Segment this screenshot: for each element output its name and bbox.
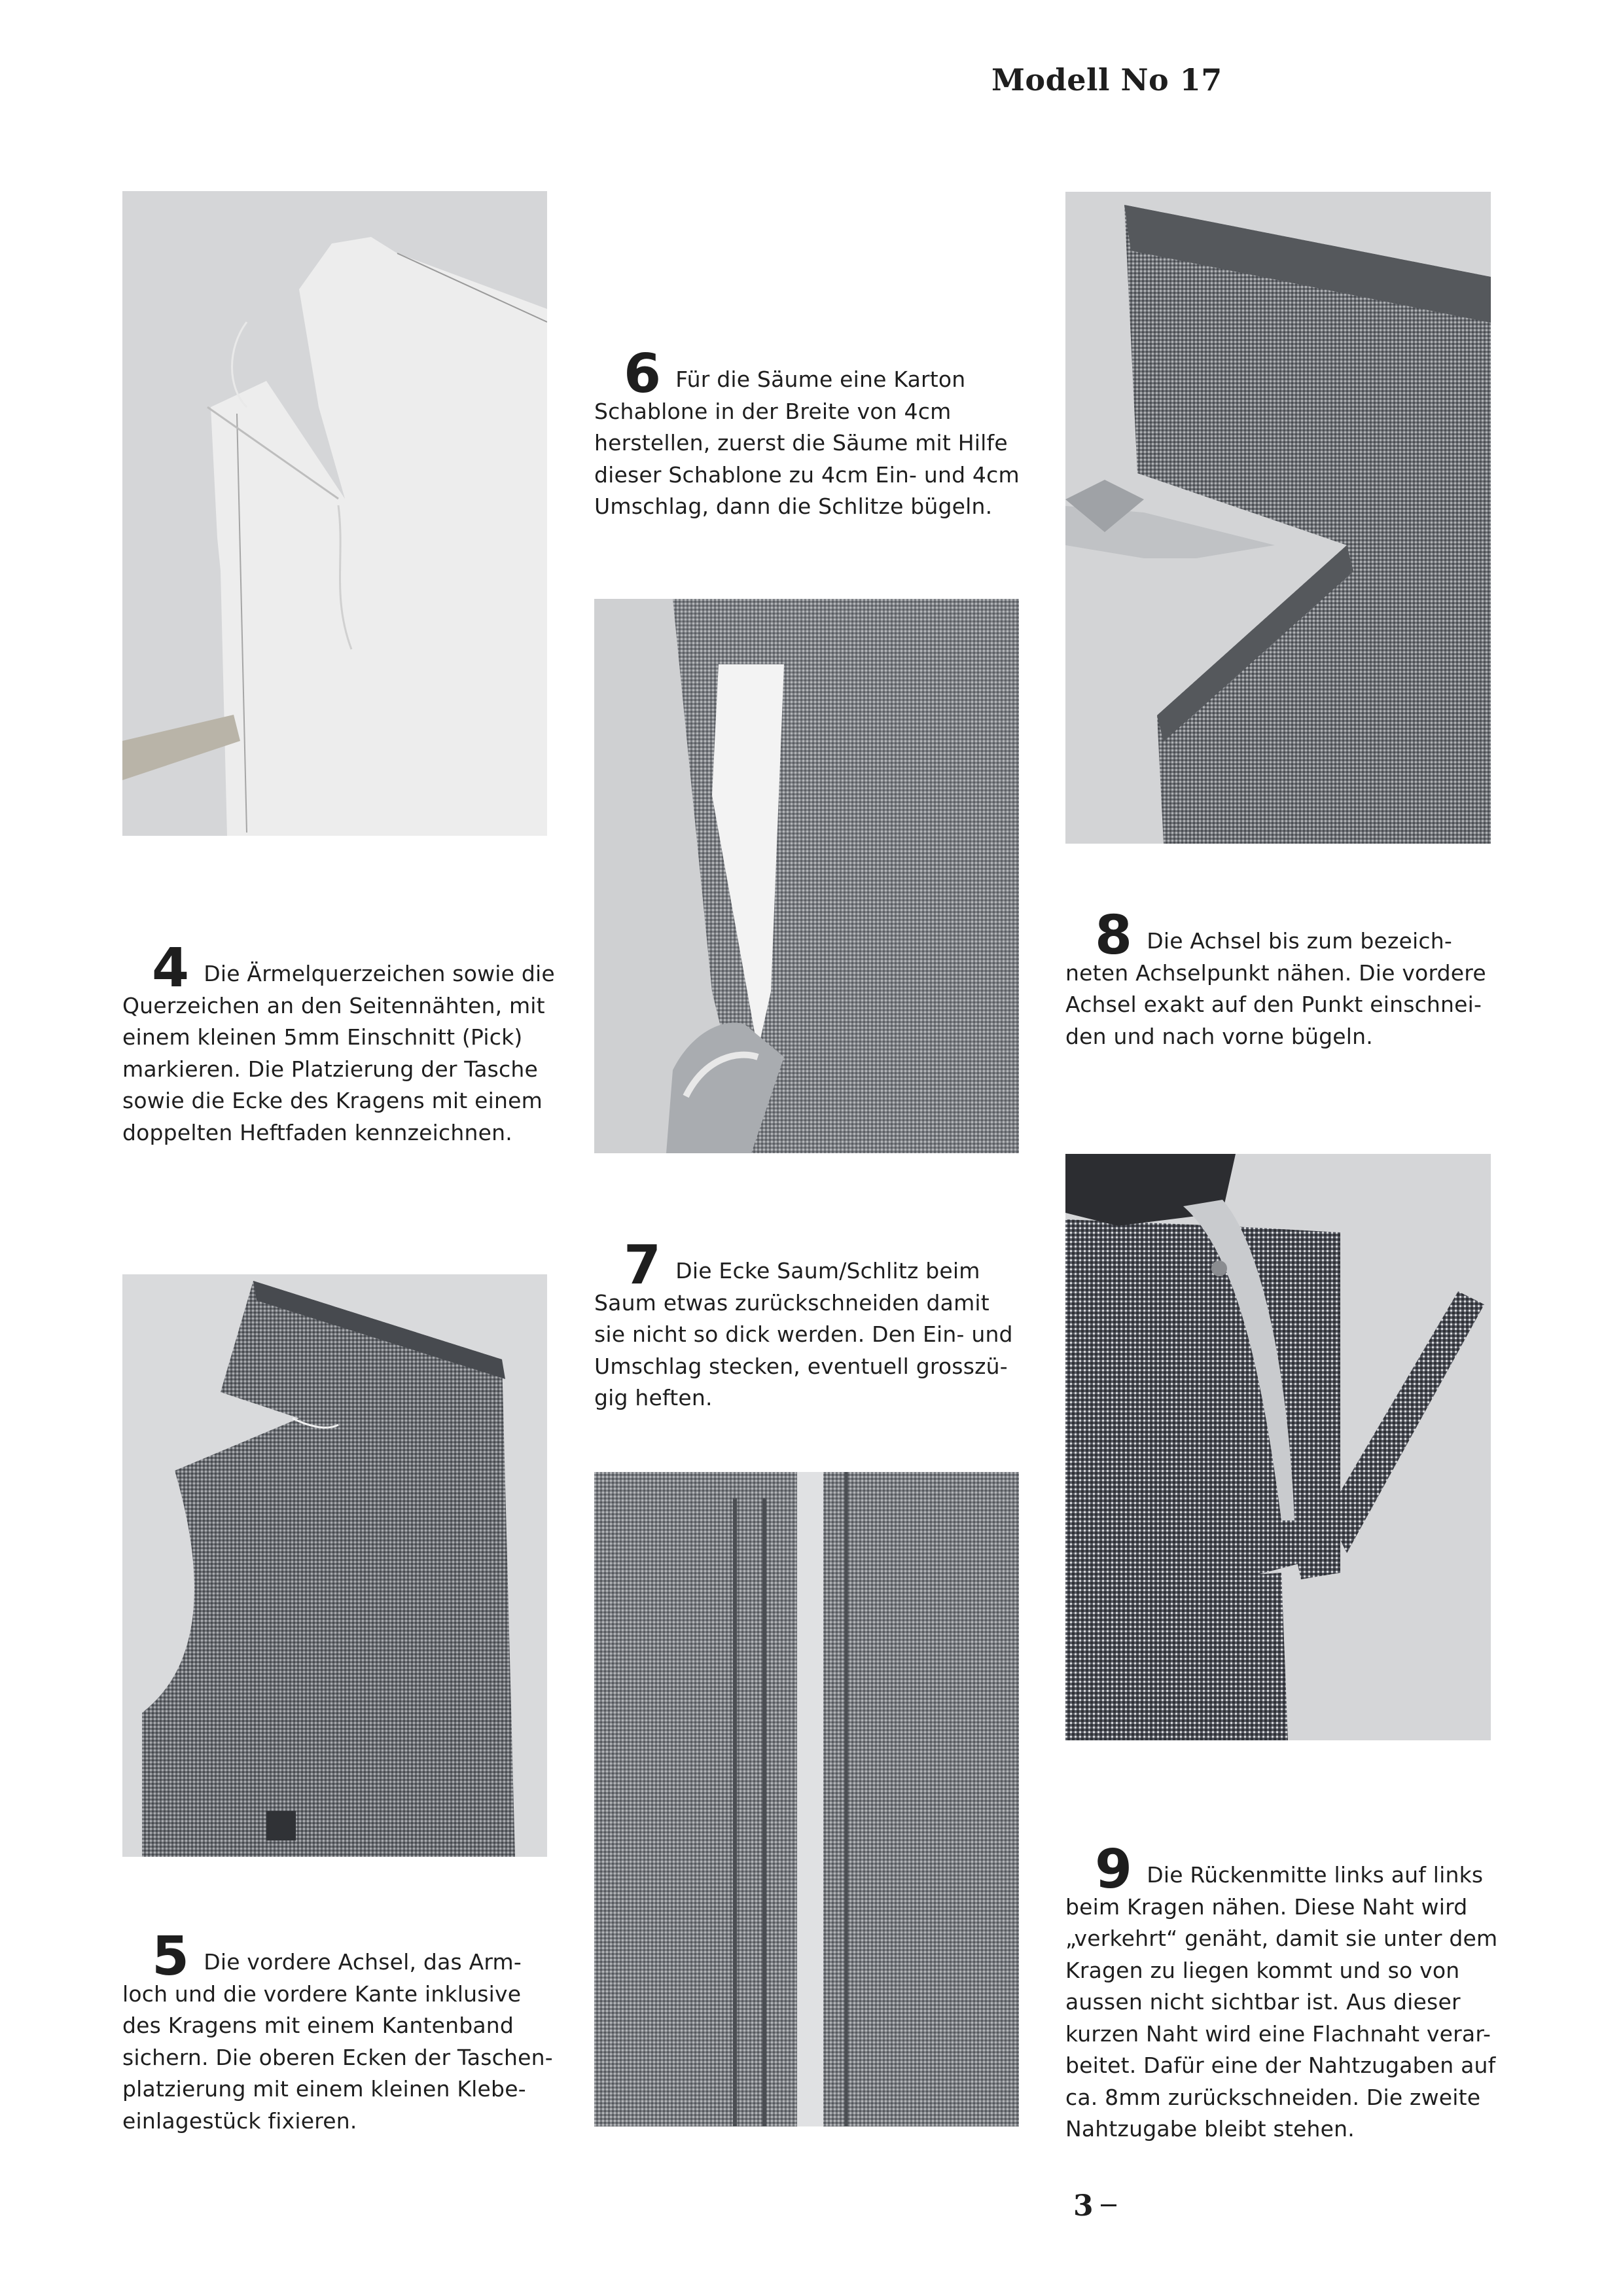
photo-paper-pattern xyxy=(122,191,547,836)
step-6 xyxy=(594,343,1039,523)
step-text-line: Achsel exakt auf den Punkt einschnei- xyxy=(1065,992,1482,1017)
step-text-line: platzierung mit einem kleinen Klebe- xyxy=(122,2076,526,2102)
step-text-line: den und nach vorne bügeln. xyxy=(1065,1023,1373,1049)
step-text-line: Kragen zu liegen kommt und so von xyxy=(1065,1957,1460,1983)
photo-cutting-shoulder xyxy=(1065,192,1491,844)
step-text-line: einem kleinen 5mm Einschnitt (Pick) xyxy=(122,1024,523,1050)
step-7 xyxy=(594,1234,1039,1414)
step-text-line: dieser Schablone zu 4cm Ein- und 4cm xyxy=(594,461,1020,488)
step-text-line: Für die Säume eine Karton xyxy=(675,367,966,392)
step-number: 8 xyxy=(1095,905,1133,967)
step-text-line: sowie die Ecke des Kragens mit einem xyxy=(122,1088,543,1113)
step-text-line: Nahtzugabe bleibt stehen. xyxy=(1065,2116,1355,2142)
page-number: 3 xyxy=(1073,2189,1094,2223)
page-title: Modell No 17 xyxy=(991,62,1222,98)
step-text-line: markieren. Die Platzierung der Tasche xyxy=(122,1056,538,1082)
step-text-line: einlagestück fixieren. xyxy=(122,2108,357,2134)
step-5 xyxy=(122,1926,567,2137)
step-number: 5 xyxy=(152,1926,190,1988)
step-text-line: neten Achselpunkt nähen. Die vordere xyxy=(1065,960,1486,986)
step-number: 9 xyxy=(1095,1839,1133,1901)
step-text-line: des Kragens mit einem Kantenband xyxy=(122,2013,514,2038)
step-text-line: Umschlag stecken, eventuell grosszü- xyxy=(594,1353,1008,1379)
step-number: 6 xyxy=(624,343,662,405)
step-text-line: gig heften. xyxy=(594,1385,713,1410)
step-text-line: kurzen Naht wird eine Flachnaht verar- xyxy=(1065,2020,1491,2047)
step-text-line: herstellen, zuerst die Säume mit Hilfe xyxy=(594,430,1008,456)
page-number-dash xyxy=(1101,2204,1116,2206)
step-8 xyxy=(1065,905,1524,1052)
step-text-line: „verkehrt“ genäht, damit sie unter dem xyxy=(1065,1926,1498,1951)
step-text-line: Die Rückenmitte links auf links xyxy=(1147,1862,1484,1888)
step-text-line: Umschlag, dann die Schlitze bügeln. xyxy=(594,493,993,519)
step-text-line: ca. 8mm zurückschneiden. Die zweite xyxy=(1065,2084,1481,2110)
photo-ironing-hem xyxy=(594,599,1019,1153)
step-text-line: Saum etwas zurückschneiden damit xyxy=(594,1289,990,1316)
step-text-line: Die Achsel bis zum bezeich- xyxy=(1147,928,1452,954)
photo-pressed-hems xyxy=(594,1472,1019,2126)
step-4 xyxy=(122,937,567,1149)
step-text-line: Die vordere Achsel, das Arm- xyxy=(204,1949,522,1975)
step-9 xyxy=(1065,1839,1537,2145)
step-text-line: doppelten Heftfaden kennzeichnen. xyxy=(122,1119,512,1145)
step-text-line: Querzeichen an den Seitennähten, mit xyxy=(122,992,545,1018)
step-text-line: sichern. Die oberen Ecken der Taschen- xyxy=(122,2044,553,2070)
step-text-line: beitet. Dafür eine der Nahtzugaben auf xyxy=(1065,2053,1496,2078)
step-text-line: Die Ecke Saum/Schlitz beim xyxy=(675,1258,980,1283)
photo-front-piece-tape xyxy=(122,1274,547,1857)
step-text-line: sie nicht so dick werden. Den Ein- und xyxy=(594,1321,1013,1347)
step-text-line: aussen nicht sichtbar ist. Aus dieser xyxy=(1065,1989,1461,2015)
step-text-line: loch und die vordere Kante inklusive xyxy=(122,1981,522,2007)
step-number: 4 xyxy=(152,937,190,999)
step-text-line: Die Ärmelquerzeichen sowie die xyxy=(204,961,555,986)
step-text-line: beim Kragen nähen. Diese Naht wird xyxy=(1065,1893,1468,1920)
step-text-line: Schablone in der Breite von 4cm xyxy=(594,398,952,424)
photo-cutting-collar xyxy=(1065,1154,1491,1740)
step-number: 7 xyxy=(624,1234,662,1297)
